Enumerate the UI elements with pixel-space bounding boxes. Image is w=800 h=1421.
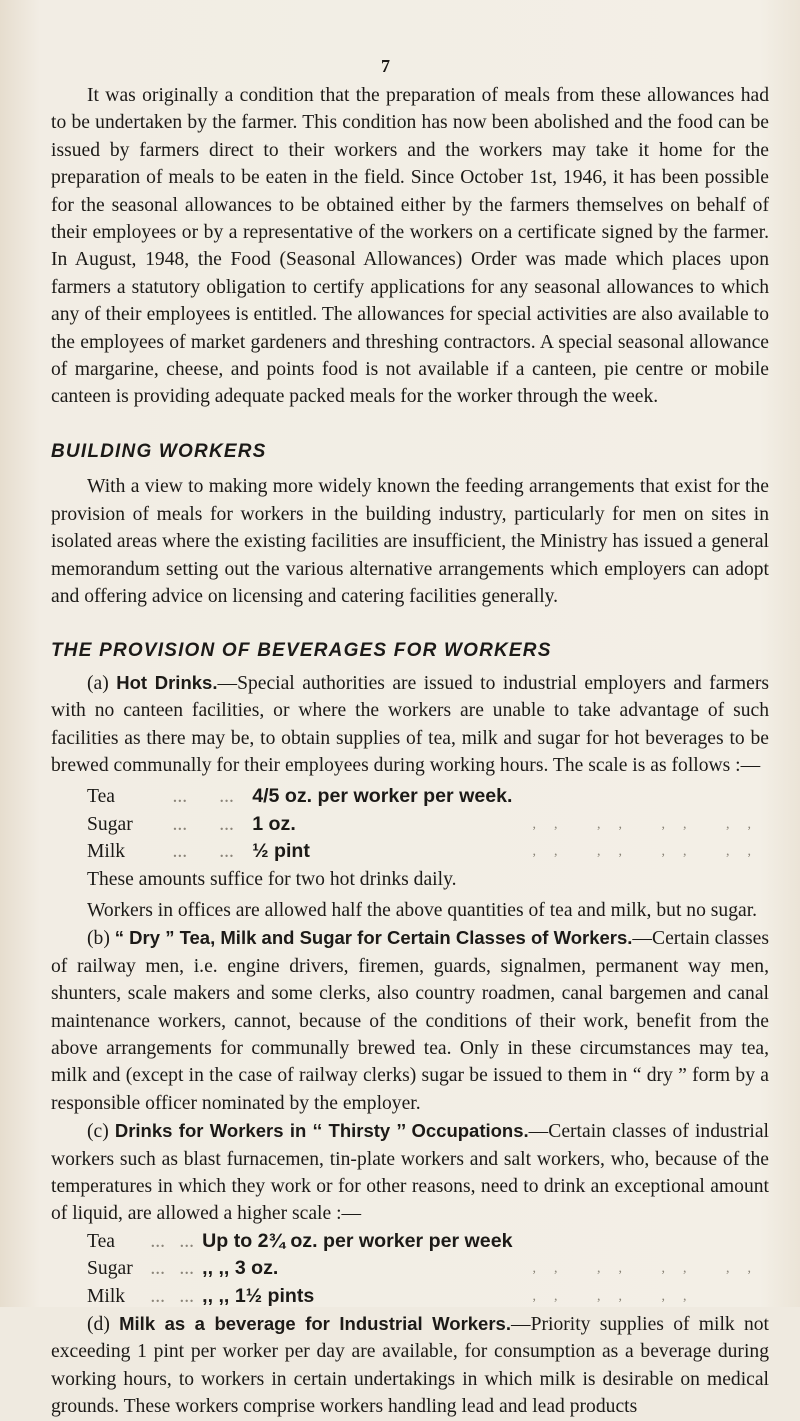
dry-tea-title: “ Dry ” Tea, Milk and Sugar for Certain Classes of Workers.: [114, 927, 633, 949]
scale-item: Sugar: [87, 813, 133, 835]
hot-drinks-paragraph: [51, 669, 769, 780]
scale-item: Tea: [87, 786, 115, 808]
thirsty-text: —Certain classes of industrial workers such as blast furnacemen, tin-plate workers and salt workers, who, because of the temperatures in which they work or for other reasons, need to drink an exceptional amount of liquid, are allowed a higher scale :—: [51, 1121, 769, 1225]
offices-note: Workers in offices are allowed half the above quantities of tea and milk, but no sugar.: [87, 899, 758, 921]
scale-row: [87, 838, 769, 865]
scale-amount: ½ pint: [252, 840, 310, 863]
scale-amount: Up to 2¾ oz. per worker per week: [202, 1229, 513, 1252]
dry-tea-label: (b): [87, 928, 110, 950]
scale-item: Milk: [87, 1285, 126, 1307]
dry-tea-paragraph: [51, 924, 769, 1117]
ditto-marks: ,, ,, ,, ,,: [532, 844, 769, 860]
scale-amount: 4/5 oz. per worker per week.: [252, 785, 513, 808]
leader-dots: ...: [172, 841, 188, 863]
beverage-scale-table: [87, 783, 769, 865]
scale-note: These amounts suffice for two hot drinks daily.: [87, 868, 457, 890]
milk-text: —Priority supplies of milk not exceeding 1 pint per worker per day are available, for consumption as a beverage during working hours, to workers in certain undertakings in which milk is desirable on medical grounds. These workers comprise workers handling lead and lead products: [51, 1314, 769, 1418]
ditto-marks: ,, ,, ,, ,,: [532, 1261, 769, 1277]
leader-dots: ...: [179, 1258, 195, 1280]
scale-row: [87, 1283, 769, 1310]
milk-label: (d): [87, 1314, 110, 1336]
thirsty-occupations-paragraph: [51, 1117, 769, 1228]
beverages-heading: THE PROVISION OF BEVERAGES FOR WORKERS: [51, 640, 552, 662]
scale-row: [87, 811, 769, 838]
scale-row: [87, 1228, 769, 1255]
ditto-marks: [513, 783, 770, 810]
hot-drinks-text: —Special authorities are issued to industrial employers and farmers with no canteen facilities, or where the workers are unable to take advantage of such facilities as there may be, to obtain supplies of tea, milk and sugar for hot beverages to be brewed communally for their employees during working hours. The scale is as follows :—: [51, 672, 770, 776]
leader-dots: ...: [150, 1230, 166, 1252]
scale-item: Sugar: [87, 1258, 133, 1280]
ditto-marks: [513, 1228, 770, 1255]
dry-tea-text: —Certain classes of railway men, i.e. engine drivers, firemen, guards, signalmen, permanent way men, shunters, scale makers and some clerks, also country roadmen, canal bargemen and canal maintenance workers, cannot, because of the conditions of their work, benefit from the above arrangements for communally brewed tea. Only in these circumstances may tea, milk and (except in the case of railway clerks) sugar be issued to them in “ dry ” form by a responsible officer nominated by the employer.: [51, 928, 770, 1114]
leader-dots: ...: [179, 1230, 195, 1252]
ditto-marks: ,, ,, ,,: [532, 1288, 705, 1304]
ditto-marks: ,, ,, ,, ,,: [532, 816, 769, 832]
scale-amount: ,, ,, 3 oz.: [202, 1257, 279, 1280]
page-number: 7: [381, 56, 390, 76]
scale-item: Tea: [87, 1230, 115, 1252]
higher-scale-table: [87, 1228, 769, 1310]
leader-dots: ...: [219, 841, 234, 863]
milk-beverage-paragraph: [51, 1310, 769, 1421]
scale-amount: ,, ,, 1½ pints: [202, 1284, 315, 1307]
leader-dots: ...: [172, 786, 188, 808]
leader-dots: ...: [219, 786, 234, 808]
scale-amount: 1 oz.: [252, 812, 296, 835]
intro-paragraph: It was originally a condition that the preparation of meals from these allowances had to be undertaken by the farmer. This condition has now been abolished and the food can be issued by farmers direct to their workers and the workers may take it home for the preparation of meals to be eaten in the field. Since October 1st, 1946, it has been possible for the seasonal allowances to be obtained either by the farmers themselves on behalf of their employees or by a representative of the workers on a certificate signed by the farmer. In August, 1948, the Food (Seasonal Allowances) Order was made which places upon farmers a statutory obligation to certify applications for any seasonal allowances to which any of their employees is entitled. The allowances for special activities are also available to the employees of market gardeners and threshing contractors. A special seasonal allowance of margarine, cheese, and points food is not available if a canteen, pie centre or mobile canteen is providing adequate packed meals for the worker through the week.: [51, 85, 769, 408]
hot-drinks-label: (a): [87, 672, 109, 694]
leader-dots: ...: [172, 813, 188, 835]
scale-row: [87, 1255, 769, 1282]
building-workers-paragraph: With a view to making more widely known the feeding arrangements that exist for the provision of meals for workers in the building industry, particularly for men on sites in isolated areas where the existing facilities are insufficient, the Ministry has issued a general memorandum setting out the various alternative arrangements which employers can adopt and offering advice on licensing and catering facilities generally.: [51, 476, 769, 607]
hot-drinks-title: Hot Drinks.: [116, 671, 218, 693]
thirsty-title: Drinks for Workers in ‘‘ Thirsty ’’ Occupations.: [114, 1120, 529, 1142]
milk-title: Milk as a beverage for Industrial Workers.: [119, 1313, 511, 1335]
page-content: [51, 82, 769, 1421]
leader-dots: ...: [150, 1285, 166, 1307]
leader-dots: ...: [179, 1285, 195, 1307]
leader-dots: ...: [219, 813, 234, 835]
thirsty-label: (c): [87, 1121, 109, 1143]
leader-dots: ...: [150, 1258, 166, 1280]
scale-row: [87, 783, 769, 810]
building-workers-heading: BUILDING WORKERS: [51, 440, 267, 462]
scale-item: Milk: [87, 841, 126, 863]
